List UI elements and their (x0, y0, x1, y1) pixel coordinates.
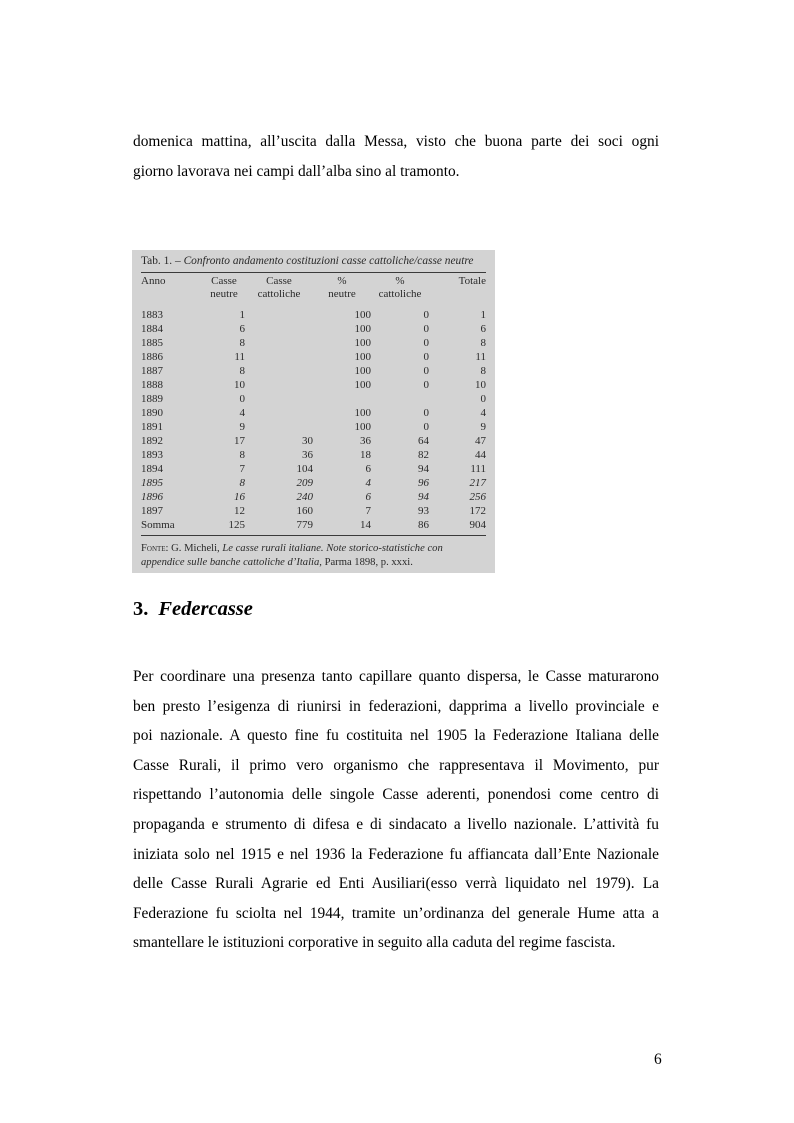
table-cell: 7 (239, 463, 245, 475)
table-cell: 1889 (141, 393, 163, 405)
table-cell: 779 (296, 519, 313, 531)
table-bottom-rule (141, 535, 486, 536)
table-cell: 1888 (141, 379, 163, 391)
table-cell: 47 (475, 435, 486, 447)
column-header (245, 273, 313, 304)
table-cell: Somma (141, 519, 175, 531)
table-cell: 1885 (141, 337, 163, 349)
table-cell (245, 304, 313, 322)
column-header (313, 273, 371, 304)
table-caption (141, 254, 486, 269)
table-cell: 6 (365, 463, 371, 475)
table-cell: 9 (480, 421, 486, 433)
section-title: Federcasse (158, 598, 253, 620)
table-cell: 100 (354, 323, 371, 335)
table-row (141, 350, 486, 364)
table-cell: 1894 (141, 463, 163, 475)
table-cell: 100 (354, 365, 371, 377)
table-cell: 172 (469, 505, 486, 517)
table-cell: 1 (480, 309, 486, 321)
table-row (141, 448, 486, 462)
column-header-text: Casse (211, 275, 237, 287)
table-cell: 1884 (141, 323, 163, 335)
table-cell: 18 (360, 449, 371, 461)
table-cell: 7 (365, 505, 371, 517)
text-line: ben presto l’esigenza di riunirsi in federazioni, dapprima a livello provinciale e (133, 697, 659, 715)
table-cell: 1895 (141, 477, 163, 489)
table-cell: 111 (470, 463, 486, 475)
source-title: Le casse rurali italiane. Note storico-statistiche con appendice sulle banche cattoliche d’Italia, (141, 543, 443, 568)
table-cell: 16 (234, 491, 245, 503)
column-header-text: % (395, 275, 405, 287)
page-number: 6 (654, 1051, 662, 1068)
table-row (141, 322, 486, 336)
table-cell: 904 (469, 519, 486, 531)
table-cell: 1896 (141, 491, 163, 503)
table-caption-prefix: Tab. 1. – (141, 255, 181, 267)
column-header (429, 273, 486, 304)
table-cell: 8 (480, 365, 486, 377)
text-line: giorno lavorava nei campi dall’alba sino al tramonto. (133, 162, 460, 180)
table-cell: 8 (239, 449, 245, 461)
column-header-text: neutre (210, 287, 238, 300)
table-row (141, 420, 486, 434)
table-cell: 12 (234, 505, 245, 517)
source-label: Fonte: (141, 543, 169, 554)
table-header-row (141, 273, 486, 304)
column-header (141, 273, 203, 304)
text-line: rispettando l’autonomia delle singole Casse aderenti, ponendosi come centro di (133, 786, 659, 804)
text-line: Federazione fu sciolta nel 1944, tramite un’ordinanza del generale Hume atta a (133, 904, 659, 922)
column-header-text: cattoliche (378, 287, 422, 300)
table-cell: 36 (360, 435, 371, 447)
table-cell: 1893 (141, 449, 163, 461)
table-cell: 44 (475, 449, 486, 461)
column-header-text: Totale (458, 275, 486, 287)
table-cell: 160 (296, 505, 313, 517)
table-cell: 93 (418, 505, 429, 517)
column-header-text: cattoliche (257, 287, 301, 300)
data-table (141, 273, 486, 532)
table-cell: 1883 (141, 309, 163, 321)
table-cell: 1886 (141, 351, 163, 363)
section-heading (133, 598, 253, 621)
table-cell (245, 392, 313, 406)
text-line: Per coordinare una presenza tanto capillare quanto dispersa, le Casse maturarono (133, 668, 659, 685)
table-cell: 64 (418, 435, 429, 447)
paragraph-intro (133, 127, 659, 186)
table-cell (245, 420, 313, 434)
table-cell: 82 (418, 449, 429, 461)
table-figure (132, 250, 495, 573)
table-cell: 1890 (141, 407, 163, 419)
text-line: iniziata solo nel 1915 e nel 1936 la Federazione fu affiancata dall’Ente Nazionale (133, 845, 659, 863)
table-cell: 100 (354, 351, 371, 363)
table-cell: 100 (354, 309, 371, 321)
table-cell: 125 (228, 519, 245, 531)
table-cell: 1892 (141, 435, 163, 447)
table-cell: 256 (469, 491, 486, 503)
table-row (141, 378, 486, 392)
table-cell: 217 (469, 477, 486, 489)
table-row (141, 434, 486, 448)
table-cell (371, 392, 429, 406)
table-cell: 4 (239, 407, 245, 419)
column-header-text: Anno (141, 275, 166, 287)
table-row (141, 336, 486, 350)
table-cell: 10 (475, 379, 486, 391)
table-cell: 0 (423, 365, 429, 377)
table-cell: 36 (302, 449, 313, 461)
table-row (141, 462, 486, 476)
table-body (141, 304, 486, 532)
table-cell: 0 (423, 337, 429, 349)
table-cell: 100 (354, 379, 371, 391)
table-cell: 96 (418, 477, 429, 489)
text-line: Casse Rurali, il primo vero organismo che rappresentava il Movimento, pur (133, 756, 659, 774)
table-cell: 8 (239, 365, 245, 377)
table-cell: 209 (296, 477, 313, 489)
table-cell: 0 (423, 351, 429, 363)
table-cell: 30 (302, 435, 313, 447)
section-number: 3. (133, 598, 149, 620)
table-cell: 0 (480, 393, 486, 405)
table-source-note (141, 542, 486, 570)
table-cell (245, 378, 313, 392)
text-line: poi nazionale. A questo fine fu costituita nel 1905 la Federazione Italiana delle (133, 727, 659, 745)
table-cell: 4 (365, 477, 371, 489)
column-header (203, 273, 245, 304)
table-row (141, 476, 486, 490)
table-cell: 100 (354, 421, 371, 433)
table-cell: 8 (480, 337, 486, 349)
table-cell: 1897 (141, 505, 163, 517)
table-cell: 86 (418, 519, 429, 531)
table-cell: 94 (418, 463, 429, 475)
table-cell: 8 (239, 337, 245, 349)
table-cell: 4 (480, 407, 486, 419)
column-header-text: % (337, 275, 347, 287)
table-cell: 1887 (141, 365, 163, 377)
table-row (141, 504, 486, 518)
column-header (371, 273, 429, 304)
table-cell: 9 (239, 421, 245, 433)
table-row (141, 304, 486, 322)
table-cell: 0 (423, 323, 429, 335)
table-cell: 240 (296, 491, 313, 503)
table-cell (245, 322, 313, 336)
table-cell: 0 (423, 421, 429, 433)
table-caption-title: Confronto andamento costituzioni casse cattoliche/casse neutre (183, 255, 474, 267)
table-cell: 10 (234, 379, 245, 391)
text-line: delle Casse Rurali Agrarie ed Enti Ausiliari(esso verrà liquidato nel 1979). La (133, 875, 659, 893)
table-cell (245, 350, 313, 364)
table-cell (245, 336, 313, 350)
table-row (141, 518, 486, 532)
table-cell: 100 (354, 337, 371, 349)
source-rest: Parma 1898, p. xxxi. (324, 557, 413, 568)
table-cell (245, 364, 313, 378)
table-cell: 17 (234, 435, 245, 447)
table-cell: 0 (239, 393, 245, 405)
table-cell: 6 (239, 323, 245, 335)
table-cell: 0 (423, 407, 429, 419)
table-cell: 14 (360, 519, 371, 531)
text-line: propaganda e strumento di difesa e di sindacato a livello nazionale. L’attività fu (133, 815, 659, 833)
paragraph-federcasse (133, 662, 659, 958)
table-cell: 11 (475, 351, 486, 363)
table-row (141, 406, 486, 420)
text-line: smantellare le istituzioni corporative in seguito alla caduta del regime fascista. (133, 934, 616, 952)
table-cell: 0 (423, 379, 429, 391)
table-cell: 11 (234, 351, 245, 363)
table-cell: 104 (296, 463, 313, 475)
column-header-text: Casse (266, 275, 292, 287)
table-cell: 0 (423, 309, 429, 321)
table-row (141, 490, 486, 504)
table-row (141, 364, 486, 378)
table-cell (245, 406, 313, 420)
table-row (141, 392, 486, 406)
text-line: domenica mattina, all’uscita dalla Messa, visto che buona parte dei soci ogni (133, 133, 659, 150)
table-cell: 6 (480, 323, 486, 335)
table-cell: 94 (418, 491, 429, 503)
column-header-text: neutre (328, 287, 356, 300)
table-cell: 8 (239, 477, 245, 489)
table-cell: 1891 (141, 421, 163, 433)
table-cell: 1 (239, 309, 245, 321)
table-cell: 100 (354, 407, 371, 419)
source-author: G. Micheli, (171, 543, 220, 554)
table-cell (313, 392, 371, 406)
table-cell: 6 (365, 491, 371, 503)
